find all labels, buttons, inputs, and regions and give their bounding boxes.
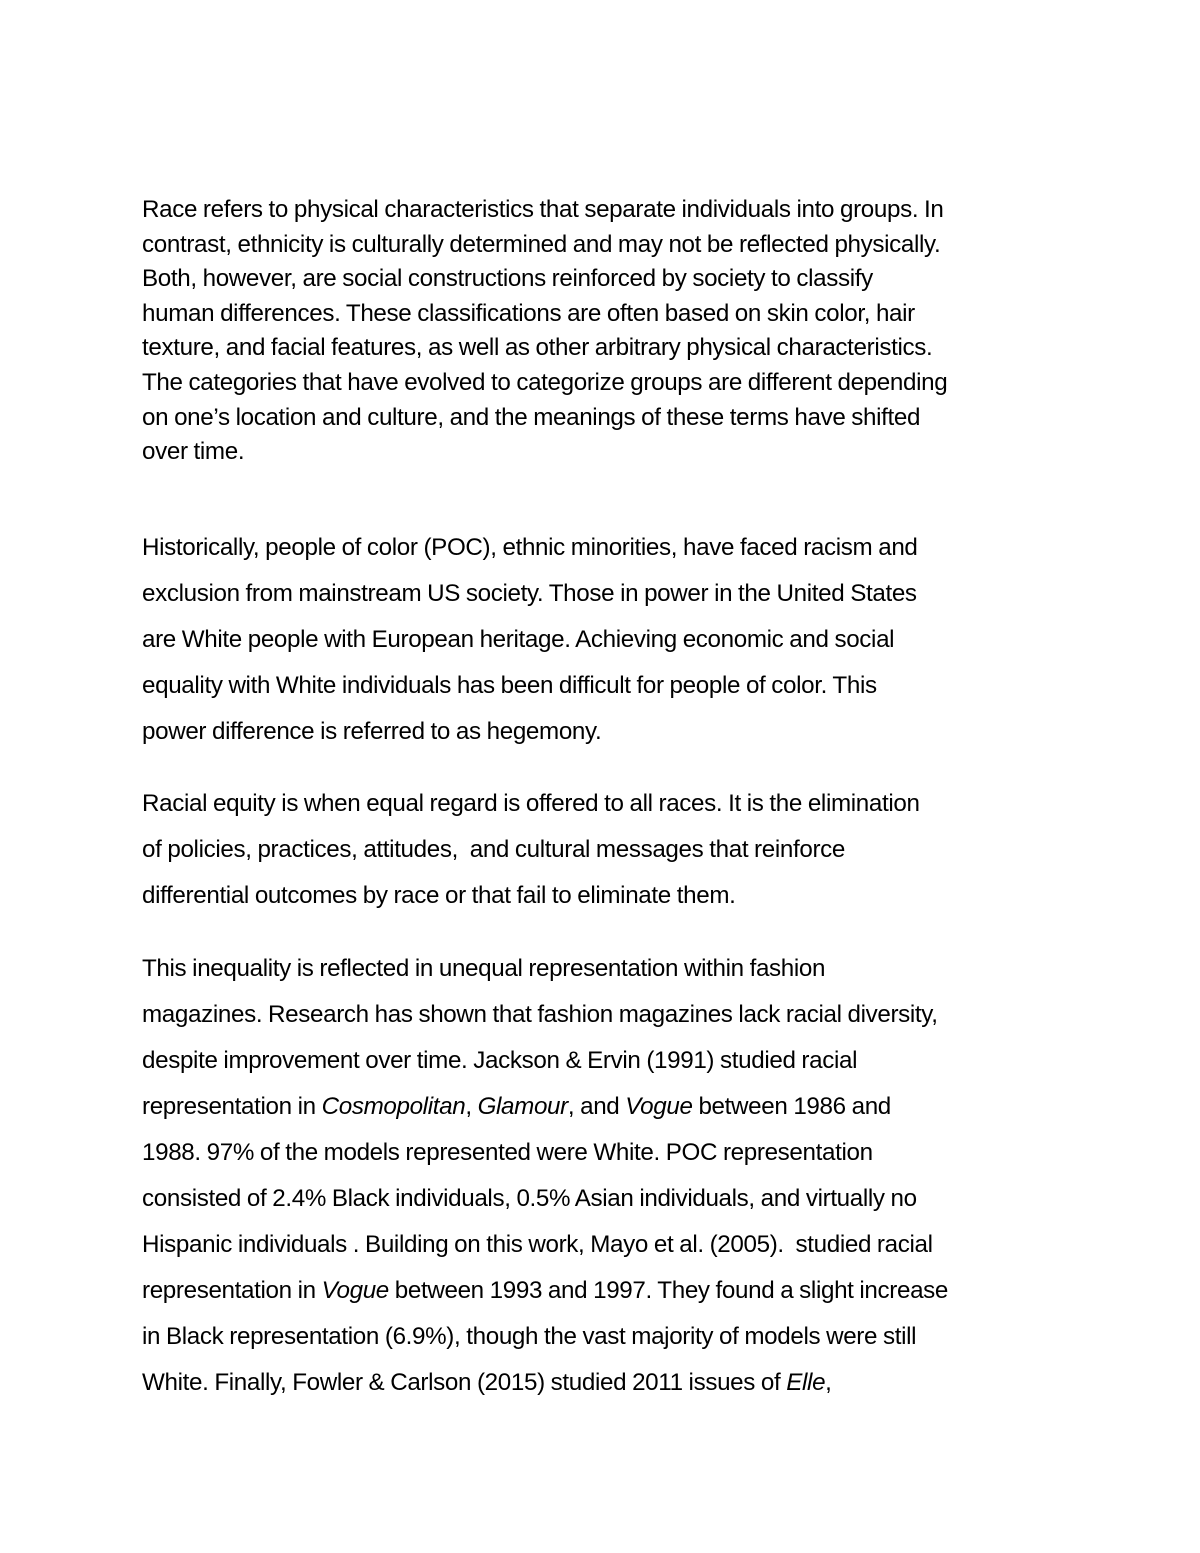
text-segment: between 1986 and <box>692 1093 891 1120</box>
text-line: are White people with European heritage. Achieving economic and social <box>142 626 895 653</box>
paragraph-historical-context <box>142 525 1072 755</box>
italic-title-text: Vogue <box>321 1277 389 1304</box>
text-line <box>142 1176 1072 1222</box>
paragraph-racial-equity <box>142 781 1072 919</box>
paragraph-fashion-magazines <box>142 946 1072 1406</box>
text-line <box>142 992 1072 1038</box>
text-line <box>142 1084 1072 1130</box>
text-line <box>142 946 1072 992</box>
italic-title-text: Cosmopolitan <box>321 1093 466 1120</box>
text-line: differential outcomes by race or that fail to eliminate them. <box>142 882 736 909</box>
text-segment: , <box>825 1369 832 1396</box>
italic-title-text: Vogue <box>625 1093 693 1120</box>
text-segment: White. Finally, Fowler & Carlson (2015) studied 2011 issues of <box>142 1369 787 1396</box>
text-line <box>142 1314 1072 1360</box>
text-segment: consisted of 2.4% Black individuals, 0.5% Asian individuals, and virtually no <box>142 1185 917 1212</box>
text-line: Racial equity is when equal regard is offered to all races. It is the elimination <box>142 790 920 817</box>
text-line: exclusion from mainstream US society. Those in power in the United States <box>142 580 917 607</box>
text-line <box>142 1268 1072 1314</box>
text-line: Race refers to physical characteristics that separate individuals into groups. In <box>142 196 944 223</box>
text-line: human differences. These classifications are often based on skin color, hair <box>142 299 915 327</box>
text-segment: magazines. Research has shown that fashion magazines lack racial diversity, <box>142 1001 938 1028</box>
text-segment: 1988. 97% of the models represented were White. POC representation <box>142 1139 873 1166</box>
text-segment: , <box>465 1093 478 1120</box>
text-segment: between 1993 and 1997. They found a slight increase <box>388 1277 949 1304</box>
text-line: over time. <box>142 438 245 466</box>
text-line: Historically, people of color (POC), ethnic minorities, have faced racism and <box>142 534 918 561</box>
text-line: of policies, practices, attitudes, and cultural messages that reinforce <box>142 836 846 863</box>
text-line: texture, and facial features, as well as other arbitrary physical characteristics. <box>142 334 933 362</box>
italic-title-text: Elle <box>786 1369 826 1396</box>
paragraph-race-ethnicity <box>142 193 1072 470</box>
text-segment: representation in <box>142 1277 322 1304</box>
text-segment: in Black representation (6.9%), though the vast majority of models were still <box>142 1323 917 1350</box>
text-line <box>142 1222 1072 1268</box>
text-line <box>142 1130 1072 1176</box>
text-segment: despite improvement over time. Jackson & Ervin (1991) studied racial <box>142 1047 858 1074</box>
text-line: power difference is referred to as hegemony. <box>142 718 602 745</box>
text-line: on one’s location and culture, and the meanings of these terms have shifted <box>142 403 921 431</box>
text-line: Both, however, are social constructions reinforced by society to classify <box>142 265 873 293</box>
text-segment: representation in <box>142 1093 322 1120</box>
text-segment: Hispanic individuals . Building on this work, Mayo et al. (2005). studied racial <box>142 1231 933 1258</box>
text-line <box>142 1360 1072 1406</box>
italic-title-text: Glamour <box>477 1093 568 1120</box>
text-line <box>142 1038 1072 1084</box>
text-line: contrast, ethnicity is culturally determined and may not be reflected physically. <box>142 230 941 258</box>
text-line: The categories that have evolved to categorize groups are different depending <box>142 368 948 396</box>
text-segment: , and <box>567 1093 626 1120</box>
text-segment: This inequality is reflected in unequal representation within fashion <box>142 955 826 982</box>
text-line: equality with White individuals has been difficult for people of color. This <box>142 672 877 699</box>
